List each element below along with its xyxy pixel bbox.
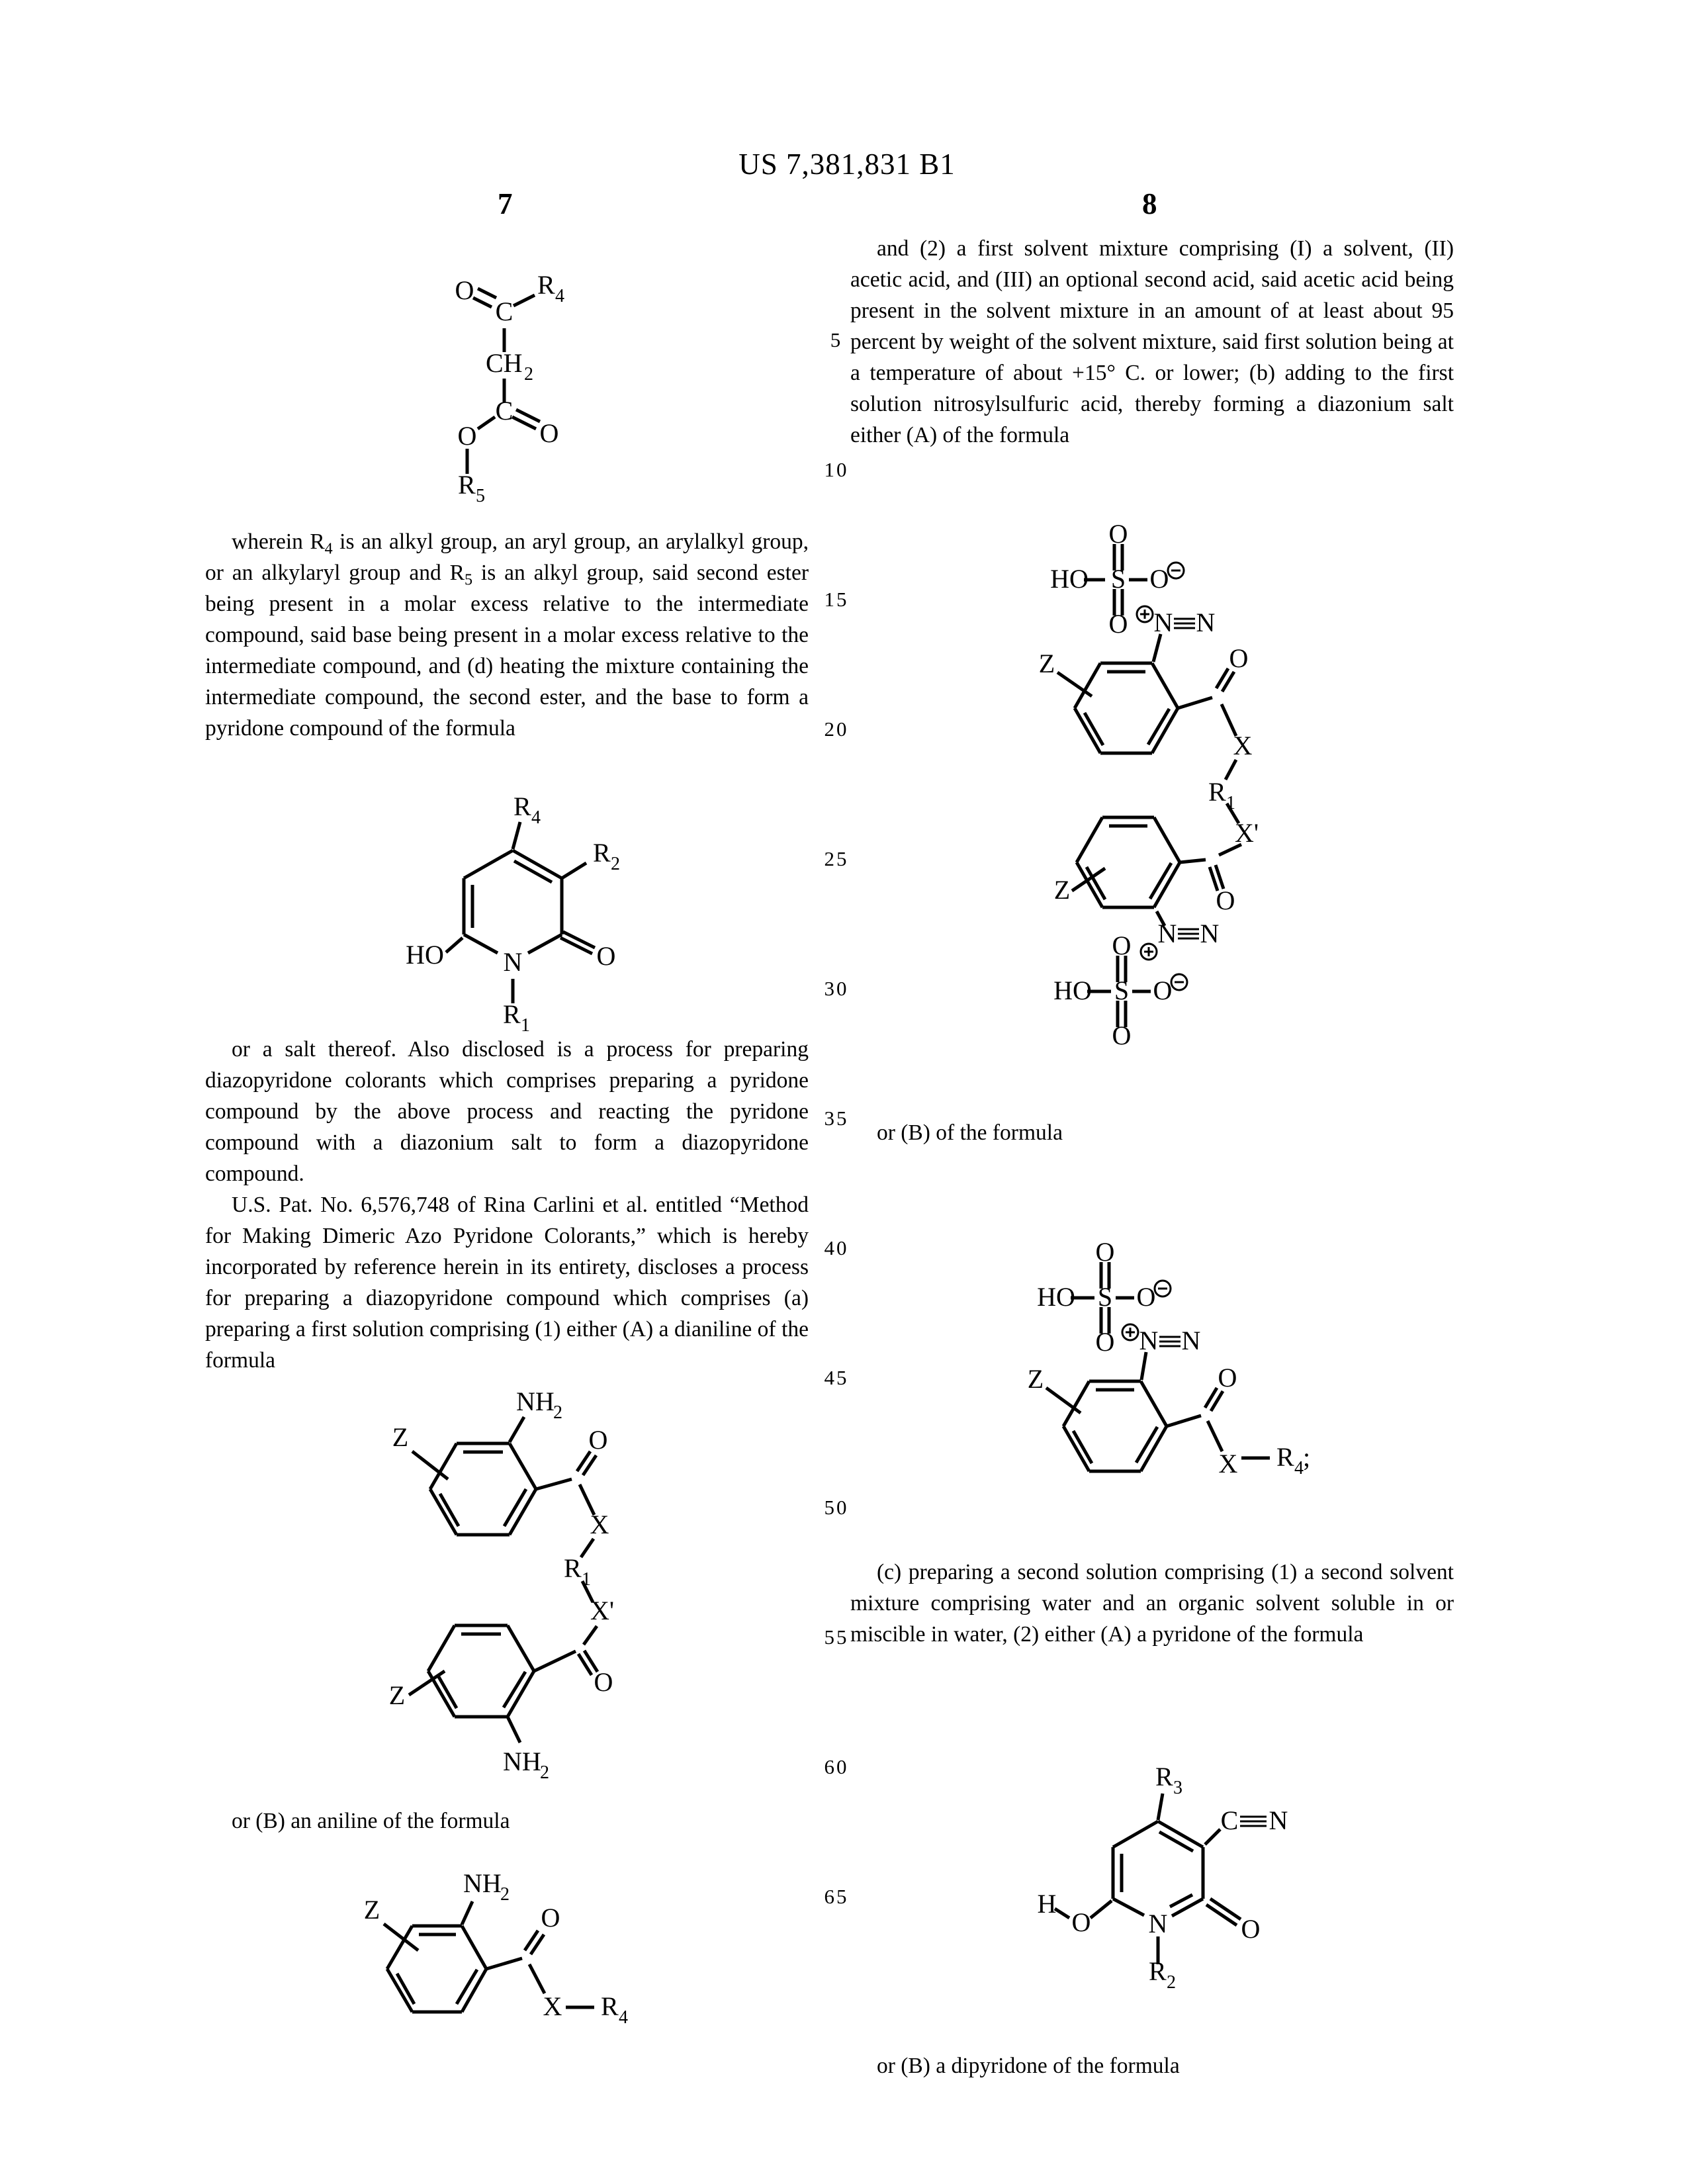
atom-O: O	[1149, 564, 1169, 594]
atom-O: O	[1241, 1914, 1261, 1944]
group-R: R	[564, 1553, 582, 1583]
group-R-sub: 1	[1226, 793, 1235, 813]
group-HO: HO	[1037, 1282, 1075, 1312]
structure-diazonium-dimer-formula	[1012, 502, 1429, 1051]
left-column-page-number: 7	[498, 187, 513, 220]
line-number: 10	[824, 458, 849, 481]
right-paragraph-1	[850, 233, 1454, 451]
atom-N: N	[503, 947, 523, 977]
group-NH-sub: 2	[540, 1762, 549, 1783]
group-X: X	[543, 1991, 562, 2021]
atom-N: N	[1148, 1909, 1168, 1938]
structure-pyridone-formula	[377, 781, 655, 1036]
group-R: R	[1155, 1762, 1173, 1792]
atom-O: O	[1108, 609, 1128, 639]
right-paragraph-2	[850, 1557, 1454, 1650]
group-HO: HO	[1050, 564, 1089, 594]
group-X-prime: X'	[590, 1596, 615, 1625]
structure-keto-ester-formula	[371, 246, 635, 504]
right-caption-dipyridone: or (B) a dipyridone of the formula	[877, 2054, 1180, 2078]
atom-N: N	[1157, 919, 1177, 948]
line-number: 20	[824, 717, 849, 741]
group-NH-sub: 2	[553, 1402, 562, 1423]
atom-C: C	[1220, 1805, 1239, 1835]
group-R: R	[513, 792, 531, 821]
paragraph-text: wherein $R_4$ is an alkyl group, an aryl group, an arylalkyl group, or an alkylaryl group and $R_5$ is an alkyl group, said second ester being present in a molar excess relative to the intermediate compound, said base being present in a molar excess relative to the intermediate compound, and (d) heating the mixture containing the intermediate compound, the second ester, and the base to form a pyridone compound of the formula	[205, 529, 809, 741]
atom-O: O	[541, 1903, 560, 1933]
atom-S: S	[1114, 976, 1130, 1005]
group-NH: NH	[503, 1747, 541, 1776]
group-R: R	[1208, 777, 1226, 807]
atom-O: O	[1071, 1907, 1091, 1937]
group-X: X	[1218, 1449, 1238, 1479]
atom-O: O	[588, 1425, 608, 1455]
minus-charge-icon	[1168, 563, 1184, 578]
left-paragraph-1	[205, 526, 809, 744]
line-number: 30	[824, 977, 849, 1000]
paragraph-text: (c) preparing a second solution comprising (1) a second solvent mixture comprising water and an organic solvent soluble in or miscible in water, (2) either (A) a pyridone of the formula	[850, 1560, 1454, 1647]
left-paragraph-2-3	[205, 1034, 809, 1376]
atom-N: N	[1269, 1805, 1288, 1835]
atom-O: O	[1136, 1282, 1156, 1312]
atom-O: O	[596, 941, 616, 971]
atom-H: H	[1037, 1889, 1057, 1919]
paragraph-text: or a salt thereof. Also disclosed is a process for preparing diazopyridone colorants which comprises preparing a pyridone compound by the above process and reacting the pyridone compound with a diazonium salt to form a diazopyridone compound.	[205, 1037, 809, 1186]
atom-O: O	[1112, 1021, 1132, 1050]
line-number: 35	[824, 1107, 849, 1130]
atom-N: N	[1139, 1326, 1159, 1355]
line-number: 40	[824, 1236, 849, 1259]
group-Z: Z	[1038, 649, 1055, 678]
line-number: 25	[824, 847, 849, 870]
group-R-sub: 1	[521, 1015, 530, 1036]
paragraph-text: and (2) a first solvent mixture comprising (I) a solvent, (II) acetic acid, and (III) an optional second acid, said acetic acid being present in the solvent mixture in an amount of at least about 95 percent by weight of the solvent mixture, said first solution being at a temperature of about +15° C. or lower; (b) adding to the first solution nitrosylsulfuric acid, thereby forming a diazonium salt either (A) of the formula	[850, 236, 1454, 447]
group-R-sub: 2	[611, 854, 620, 874]
left-caption-aniline: or (B) an aniline of the formula	[232, 1809, 510, 1833]
group-R-sub: 5	[476, 486, 485, 506]
structure-dianiline-formula	[357, 1380, 688, 1790]
plus-charge-icon	[1141, 944, 1157, 960]
atom-N: N	[1200, 919, 1220, 948]
line-number: 45	[824, 1366, 849, 1389]
structure-aniline-formula	[357, 1843, 675, 2068]
atom-O: O	[594, 1667, 613, 1697]
atom-O: O	[1108, 519, 1128, 549]
atom-O: O	[1095, 1327, 1115, 1357]
structure-cyanopyridone-formula	[1026, 1707, 1396, 2012]
group-R-sub: 3	[1173, 1778, 1182, 1798]
group-X: X	[1233, 731, 1253, 760]
group-R: R	[458, 470, 476, 500]
plus-charge-icon	[1137, 606, 1153, 622]
group-Z: Z	[392, 1422, 409, 1452]
group-R: R	[537, 270, 555, 300]
plus-charge-icon	[1122, 1324, 1138, 1340]
atom-O: O	[455, 275, 474, 305]
atom-O: O	[1218, 1363, 1237, 1392]
bond-lines	[384, 1901, 594, 2012]
group-R-sub: 4	[1294, 1458, 1304, 1479]
group-Z: Z	[363, 1895, 380, 1925]
line-number: 5	[830, 328, 843, 351]
group-CH: CH	[486, 348, 523, 378]
minus-charge-icon	[1171, 974, 1187, 990]
line-number: 65	[824, 1885, 849, 1908]
patent-number: US 7,381,831 B1	[738, 148, 956, 181]
group-Z: Z	[1027, 1364, 1044, 1394]
group-R: R	[1149, 1956, 1167, 1986]
atom-C: C	[495, 296, 513, 326]
group-R: R	[601, 1991, 619, 2021]
atom-O: O	[1095, 1237, 1115, 1267]
atom-O: O	[1153, 976, 1173, 1005]
group-NH: NH	[463, 1868, 502, 1898]
structure-diazonium-mono-formula	[1016, 1214, 1439, 1519]
group-X-prime: X'	[1234, 818, 1259, 848]
group-CH-sub: 2	[524, 364, 533, 385]
group-Z: Z	[1053, 875, 1071, 905]
group-R-sub: 4	[555, 286, 564, 306]
atom-N: N	[1196, 608, 1216, 637]
right-caption-b-formula: or (B) of the formula	[877, 1120, 1063, 1145]
atom-O: O	[539, 418, 559, 448]
group-Z: Z	[388, 1680, 406, 1710]
atom-O: O	[1112, 931, 1132, 960]
line-number: 15	[824, 588, 849, 611]
group-NH-sub: 2	[500, 1884, 510, 1905]
atom-O: O	[1216, 886, 1235, 915]
paragraph-text: U.S. Pat. No. 6,576,748 of Rina Carlini et al. entitled “Method for Making Dimeric Azo Pyridone Colorants,” which is hereby incorporated by reference herein in its entirety, discloses a process for preparing a diazopyridone compound which comprises (a) preparing a first solution comprising (1) either (A) a dianiline of the formula	[205, 1193, 809, 1373]
atom-C: C	[495, 396, 513, 426]
line-number: 50	[824, 1496, 849, 1519]
group-R-sub: 4	[619, 2007, 628, 2028]
minus-charge-icon	[1155, 1281, 1171, 1297]
group-R-sub: 4	[531, 807, 541, 828]
group-X: X	[590, 1510, 609, 1539]
atom-N: N	[1181, 1326, 1201, 1355]
group-HO: HO	[1053, 976, 1092, 1005]
group-R-sub: 2	[1167, 1972, 1176, 1993]
atom-O: O	[1229, 643, 1249, 673]
group-HO: HO	[406, 940, 444, 970]
atom-S: S	[1097, 1282, 1113, 1312]
group-R: R	[593, 838, 611, 868]
group-R-sub: 1	[582, 1569, 591, 1590]
atom-S: S	[1110, 564, 1126, 594]
punct-semicolon: ;	[1303, 1442, 1311, 1472]
group-R: R	[503, 999, 521, 1029]
atom-N: N	[1153, 608, 1173, 637]
atom-O: O	[457, 421, 477, 451]
line-number: 60	[824, 1755, 849, 1778]
line-number: 55	[824, 1625, 849, 1649]
right-column-page-number: 8	[1142, 187, 1157, 220]
group-NH: NH	[516, 1387, 555, 1416]
group-R: R	[1276, 1442, 1294, 1472]
